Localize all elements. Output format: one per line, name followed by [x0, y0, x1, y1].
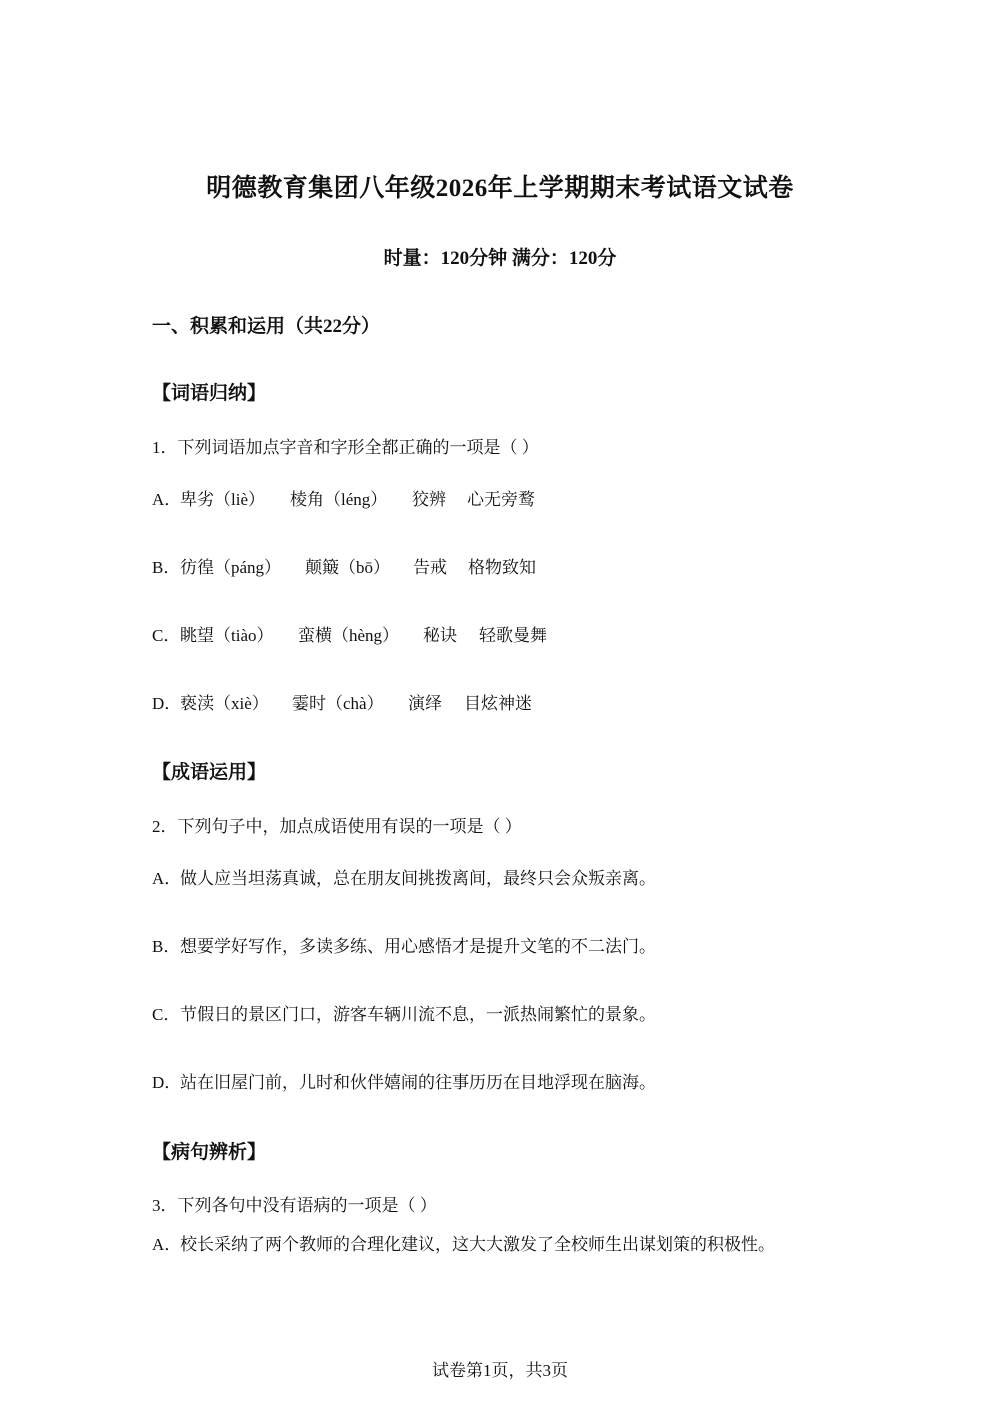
option-word: 秘诀	[423, 626, 457, 645]
question-2-stem: 2．下列句子中，加点成语使用有误的一项是（ ）	[152, 817, 522, 836]
question-1-option-c	[152, 621, 547, 646]
option-text: 校长采纳了两个教师的合理化建议，这大大激发了全校师生出谋划策的积极性。	[180, 1235, 775, 1254]
question-2-option-b	[152, 932, 656, 957]
option-word: 蛮横（hèng）	[298, 626, 400, 645]
group-heading-sentences: 【病句辨析】	[152, 1142, 267, 1163]
option-word: 狡辨	[412, 490, 446, 509]
option-word: 格物致知	[468, 558, 536, 577]
option-word: 目炫神迷	[464, 694, 532, 713]
question-1-option-a	[152, 485, 535, 510]
exam-title: 明德教育集团八年级2026年上学期期末考试语文试卷	[206, 175, 794, 202]
option-word: 轻歌曼舞	[479, 626, 547, 645]
question-2-option-a	[152, 864, 656, 889]
question-3-stem: 3．下列各句中没有语病的一项是（ ）	[152, 1196, 437, 1215]
question-1-stem: 1．下列词语加点字音和字形全都正确的一项是（ ）	[152, 438, 539, 457]
page-footer: 试卷第1页，共3页	[432, 1361, 568, 1380]
option-label: D．	[152, 1073, 182, 1092]
group-heading-idioms: 【成语运用】	[152, 762, 267, 783]
option-word: 眺望（tiào）	[180, 626, 274, 645]
option-word: 心无旁鹜	[467, 490, 535, 509]
option-label: B．	[152, 558, 181, 577]
exam-time-score: 时量：120分钟 满分：120分	[383, 248, 617, 269]
question-1-option-b	[152, 553, 536, 578]
option-text: 想要学好写作，多读多练、用心感悟才是提升文笔的不二法门。	[180, 937, 656, 956]
section-heading: 一、积累和运用（共22分）	[152, 316, 381, 337]
question-2-option-d	[152, 1068, 656, 1093]
option-word: 卑劣（liè）	[180, 490, 265, 509]
question-2-option-c	[152, 1000, 656, 1025]
option-word: 颠簸（bō）	[305, 558, 390, 577]
group-heading-vocabulary: 【词语归纳】	[152, 383, 267, 404]
option-word: 霎时（chà）	[292, 694, 384, 713]
option-text: 节假日的景区门口，游客车辆川流不息，一派热闹繁忙的景象。	[180, 1005, 656, 1024]
option-text: 做人应当坦荡真诚，总在朋友间挑拨离间，最终只会众叛亲离。	[180, 869, 656, 888]
option-label: A．	[152, 869, 182, 888]
option-word: 彷徨（páng）	[180, 558, 282, 577]
question-3-option-a	[152, 1230, 775, 1255]
option-label: A．	[152, 1235, 182, 1254]
question-1-option-d	[152, 689, 532, 714]
option-word: 告戒	[413, 558, 447, 577]
option-label: C．	[152, 626, 181, 645]
option-word: 演绎	[408, 694, 442, 713]
option-label: B．	[152, 937, 181, 956]
option-word: 亵渎（xiè）	[180, 694, 269, 713]
option-text: 站在旧屋门前，儿时和伙伴嬉闹的往事历历在目地浮现在脑海。	[180, 1073, 656, 1092]
option-label: C．	[152, 1005, 181, 1024]
option-word: 棱角（léng）	[290, 490, 388, 509]
option-label: D．	[152, 694, 182, 713]
option-label: A．	[152, 490, 182, 509]
